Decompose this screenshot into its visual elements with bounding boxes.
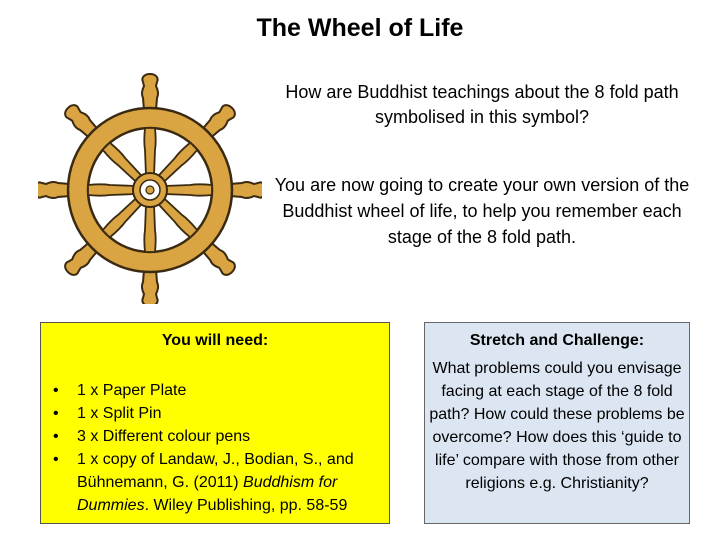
wheel-spoke <box>88 184 136 196</box>
wheel-spoke <box>144 204 156 252</box>
reference-publisher: . Wiley Publishing, pp. 58-59 <box>144 497 348 514</box>
stretch-title: Stretch and Challenge: <box>469 332 645 349</box>
materials-item: • 3 x Different colour pens <box>41 425 381 448</box>
instruction-text: You are now going to create your own version of the Buddhist wheel of life, to help you remember each stage of the 8 fold path. <box>274 175 690 247</box>
materials-list <box>41 379 381 517</box>
ships-wheel-icon <box>38 72 262 304</box>
materials-box <box>40 322 390 524</box>
reference-text: 1 x copy of Landaw, J., Bodian, S., and Bühnemann, G. (2011) <box>77 451 354 491</box>
materials-item: • 1 x Split Pin <box>41 402 381 425</box>
stretch-body: What problems could you envisage facing at each stage of the 8 fold path? How could these problems be overcome? How does this ‘guide to life’ compare with those from other religions e.g. Christianity? <box>429 360 685 492</box>
materials-item-reference <box>41 448 381 517</box>
wheel-handle <box>142 74 158 110</box>
stretch-challenge-box <box>424 322 690 524</box>
materials-item: • 1 x Paper Plate <box>41 379 381 402</box>
wheel-spoke <box>144 128 156 176</box>
wheel-handle <box>142 270 158 304</box>
page-title: The Wheel of Life <box>256 14 464 42</box>
wheel-handle <box>230 182 262 198</box>
materials-title: You will need: <box>161 332 269 349</box>
question-text: How are Buddhist teachings about the 8 fold path symbolised in this symbol? <box>285 82 679 127</box>
wheel-spoke <box>164 184 212 196</box>
wheel-handle <box>38 182 70 198</box>
reference-book-title: Buddhism for Dummies <box>77 474 338 514</box>
